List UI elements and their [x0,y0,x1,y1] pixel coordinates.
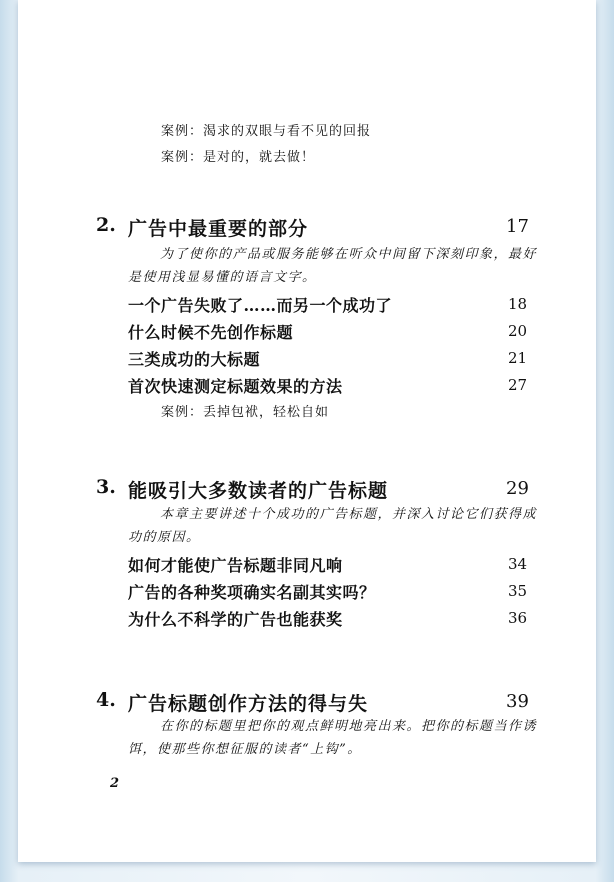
chapter-title: 广告标题创作方法的得与失 [128,693,369,715]
section-page: 27 [508,376,528,394]
section-page: 36 [508,609,528,627]
section-title: 三类成功的大标题 [128,350,261,369]
section-page: 20 [508,322,528,340]
section-page: 21 [508,349,528,367]
section-title: 什么时候不先创作标题 [128,323,294,342]
chapter-description: 为了使你的产品或服务能够在听众中间留下深刻印象，最好是使用浅显易懂的语言文字。 [128,247,538,285]
book-page [18,0,596,862]
section-page: 34 [508,555,528,573]
chapter-description: 在你的标题里把你的观点鲜明地亮出来。把你的标题当作诱饵，使那些你想征服的读者“上钩”。 [128,719,538,757]
chapter-number: 3. [96,476,116,498]
chapter-description: 本章主要讲述十个成功的广告标题，并深入讨论它们获得成功的原因。 [128,507,538,545]
chapter-number: 2. [96,214,116,236]
chapter-title: 能吸引大多数读者的广告标题 [128,480,389,502]
section-title: 一个广告失败了……而另一个成功了 [128,296,393,315]
case-line: 案例：是对的，就去做！ [161,150,316,165]
page-number: 2 [110,776,120,791]
section-page: 18 [508,295,528,313]
section-page: 35 [508,582,528,600]
case-line: 案例：渴求的双眼与看不见的回报 [161,124,372,139]
chapter-page: 29 [506,478,529,499]
chapter-number: 4. [96,689,116,711]
section-title: 如何才能使广告标题非同凡响 [128,556,343,575]
section-title: 首次快速测定标题效果的方法 [128,377,343,396]
chapter-page: 17 [506,216,529,237]
section-title: 为什么不科学的广告也能获奖 [128,610,343,629]
chapter-page: 39 [506,691,529,712]
case-line: 案例：丢掉包袱，轻松自如 [161,405,330,420]
chapter-title: 广告中最重要的部分 [128,218,309,240]
section-title: 广告的各种奖项确实名副其实吗？ [128,583,376,602]
